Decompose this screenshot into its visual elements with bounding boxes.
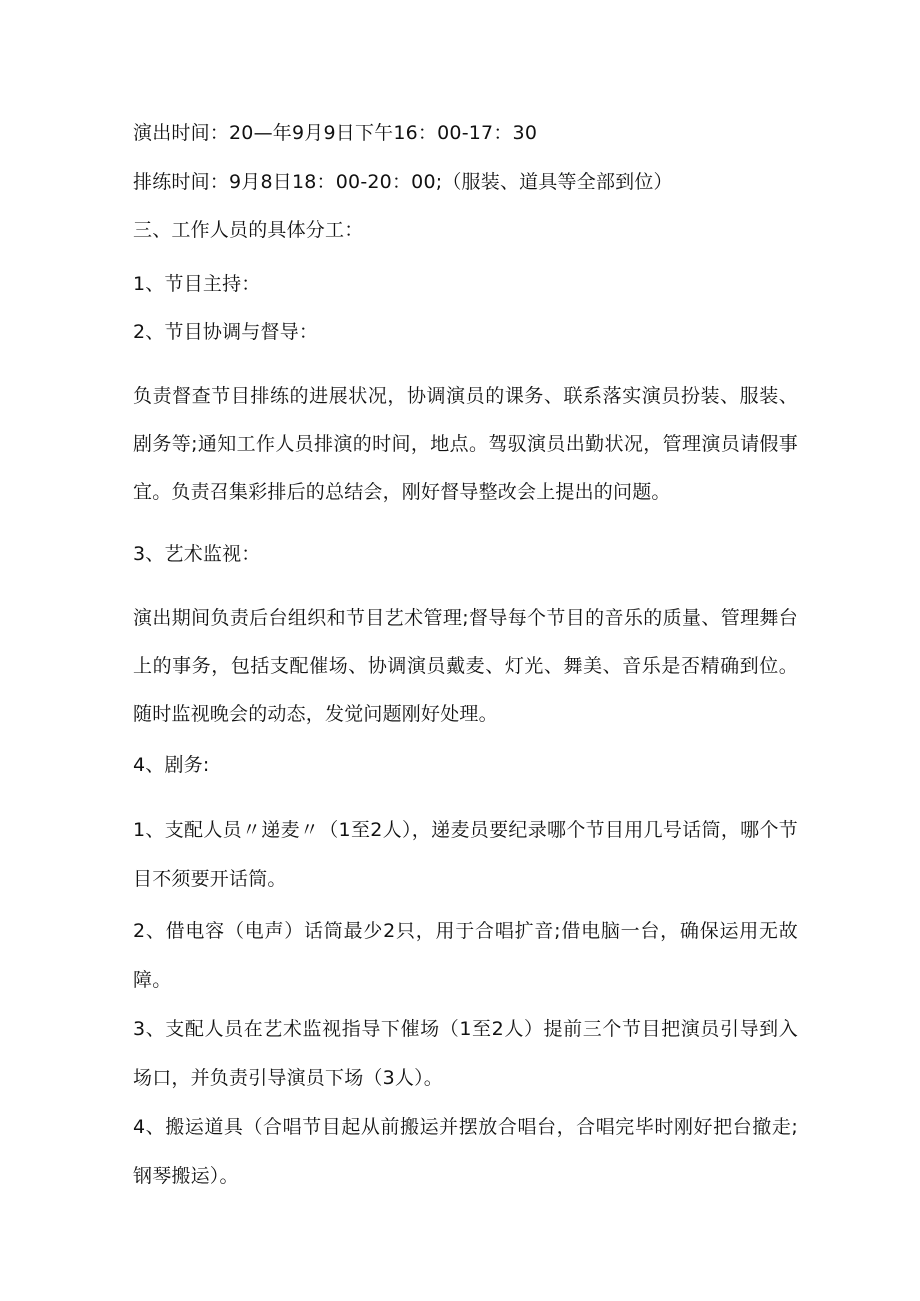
stage-affairs-item-2: 2、借电容（电声）话筒最少2只，用于合唱扩音;借电脑一台，确保运用无故障。 — [133, 920, 798, 991]
stage-affairs-item-3: 3、支配人员在艺术监视指导下催场（1至2人）提前三个节目把演员引导到入场口，并负责引导演员下场（3人）。 — [133, 1018, 798, 1089]
item-host: 1、节目主持： — [133, 273, 261, 295]
item-art-supervision: 3、艺术监视： — [133, 543, 261, 565]
section-heading: 三、工作人员的具体分工： — [133, 219, 364, 241]
rehearsal-time-line: 排练时间：9月8日18：00-20：00;（服装、道具等全部到位） — [133, 171, 673, 193]
stage-affairs-item-1: 1、支配人员〃递麦〃（1至2人），递麦员要纪录哪个节目用几号话筒，哪个节目不须要开话筒。 — [133, 819, 798, 890]
item-stage-affairs: 4、剧务: — [133, 754, 210, 776]
item-coordination: 2、节目协调与督导： — [133, 321, 319, 343]
coordination-paragraph: 负责督查节目排练的进展状况，协调演员的课务、联系落实演员扮装、服装、剧务等;通知工作人员排演的时间，地点。驾驭演员出勤状况，管理演员请假事宜。负责召集彩排后的总结会，刚好督导整改会上提出的问题。 — [133, 385, 798, 503]
art-supervision-paragraph: 演出期间负责后台组织和节目艺术管理;督导每个节目的音乐的质量、管理舞台上的事务，包括支配催场、协调演员戴麦、灯光、舞美、音乐是否精确到位。随时监视晚会的动态，发觉问题刚好处理。 — [133, 607, 798, 725]
stage-affairs-item-4: 4、搬运道具（合唱节目起从前搬运并摆放合唱台，合唱完毕时刚好把台撤走;钢琴搬运）。 — [133, 1116, 798, 1187]
performance-time-line: 演出时间：20—年9月9日下午16：00-17：30 — [133, 122, 538, 144]
